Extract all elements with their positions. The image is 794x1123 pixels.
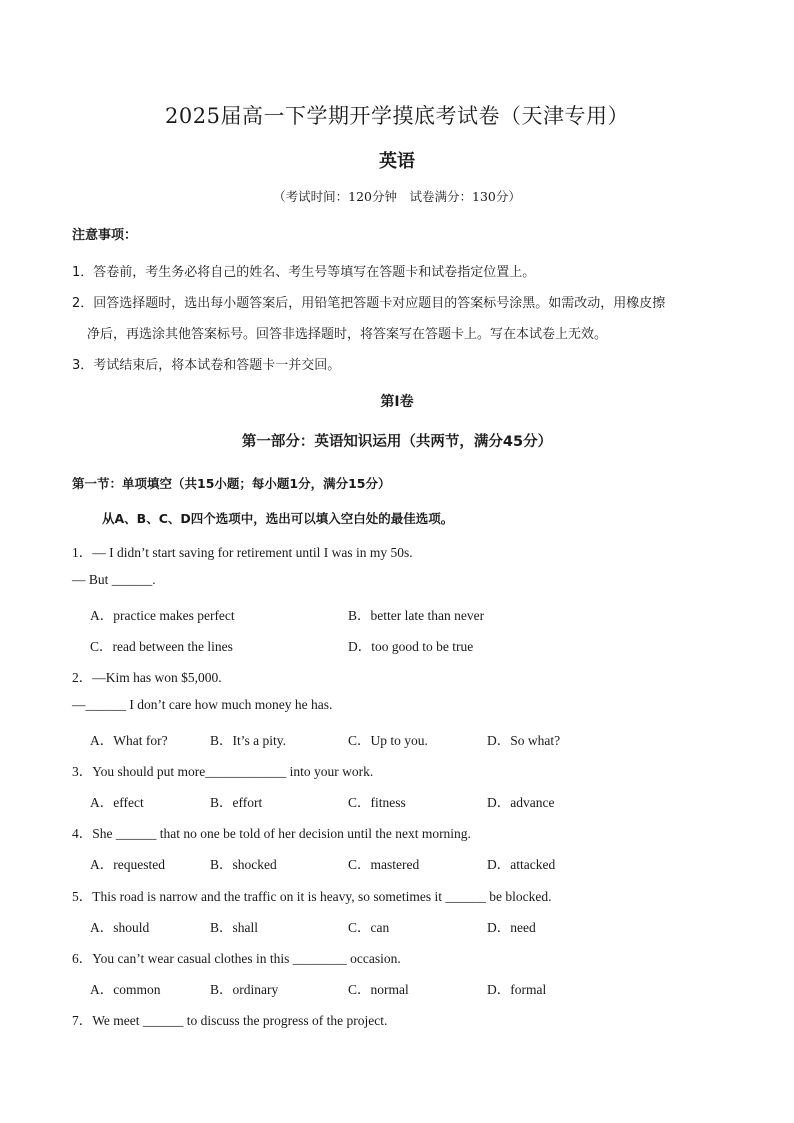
section-instruction: 从A、B、C、D四个选项中，选出可以填入空白处的最佳选项。: [102, 511, 454, 526]
note-item: 1．答卷前，考生务必将自己的姓名、考生号等填写在答题卡和试卷指定位置上。: [72, 265, 536, 280]
option-c: C．can: [348, 920, 390, 935]
question-stem: —______ I don’t care how much money he has.: [72, 697, 333, 712]
question-stem: 5．This road is narrow and the traffic on it is heavy, so sometimes it ______ be blocked.: [72, 889, 552, 904]
option-d: D．So what?: [487, 733, 561, 748]
exam-time-info: （考试时间：120分钟 试卷满分：130分）: [273, 189, 521, 204]
option-a: A．requested: [90, 857, 165, 872]
option-d: D．formal: [487, 982, 547, 997]
option-c: C．fitness: [348, 795, 406, 810]
note-item: 3．考试结束后，将本试卷和答题卡一并交回。: [72, 358, 341, 373]
option-c: C．mastered: [348, 857, 420, 872]
option-b: B．shocked: [210, 857, 277, 872]
option-d: D．too good to be true: [348, 639, 474, 654]
option-d: D．attacked: [487, 857, 556, 872]
option-a: A．effect: [90, 795, 144, 810]
exam-title: 2025届高一下学期开学摸底考试卷（天津专用）: [165, 104, 629, 128]
option-a: A．practice makes perfect: [90, 608, 235, 623]
option-b: B．It’s a pity.: [210, 733, 286, 748]
question-stem: — But ______.: [72, 572, 156, 587]
option-b: B．effort: [210, 795, 263, 810]
question-stem: 2．—Kim has won $5,000.: [72, 670, 222, 685]
note-item: 净后，再选涂其他答案标号。回答非选择题时，将答案写在答题卡上。写在本试卷上无效。: [87, 327, 608, 342]
question-stem: 6．You can’t wear casual clothes in this ________ occasion.: [72, 951, 401, 966]
part-heading: 第一部分：英语知识运用（共两节，满分45分）: [241, 434, 553, 450]
question-stem: 4．She ______ that no one be told of her decision until the next morning.: [72, 826, 471, 841]
option-b: B．better late than never: [348, 608, 485, 623]
option-a: A．common: [90, 982, 161, 997]
option-d: D．advance: [487, 795, 555, 810]
option-b: B．shall: [210, 920, 259, 935]
option-c: C．Up to you.: [348, 733, 428, 748]
note-item: 2．回答选择题时，选出每小题答案后，用铅笔把答题卡对应题目的答案标号涂黑。如需改动，用橡皮擦: [72, 296, 666, 311]
option-a: A．should: [90, 920, 150, 935]
subject-title: 英语: [379, 151, 415, 172]
option-b: B．ordinary: [210, 982, 279, 997]
question-stem: 7．We meet ______ to discuss the progress of the project.: [72, 1013, 388, 1028]
question-stem: 1．— I didn’t start saving for retirement until I was in my 50s.: [72, 545, 413, 560]
option-d: D．need: [487, 920, 536, 935]
volume-heading: 第I卷: [380, 394, 414, 410]
option-c: C．read between the lines: [90, 639, 233, 654]
question-stem: 3．You should put more____________ into your work.: [72, 764, 374, 779]
option-a: A．What for?: [90, 733, 168, 748]
section-heading: 第一节：单项填空（共15小题；每小题1分，满分15分）: [72, 476, 391, 491]
notes-heading: 注意事项：: [72, 228, 138, 243]
option-c: C．normal: [348, 982, 409, 997]
